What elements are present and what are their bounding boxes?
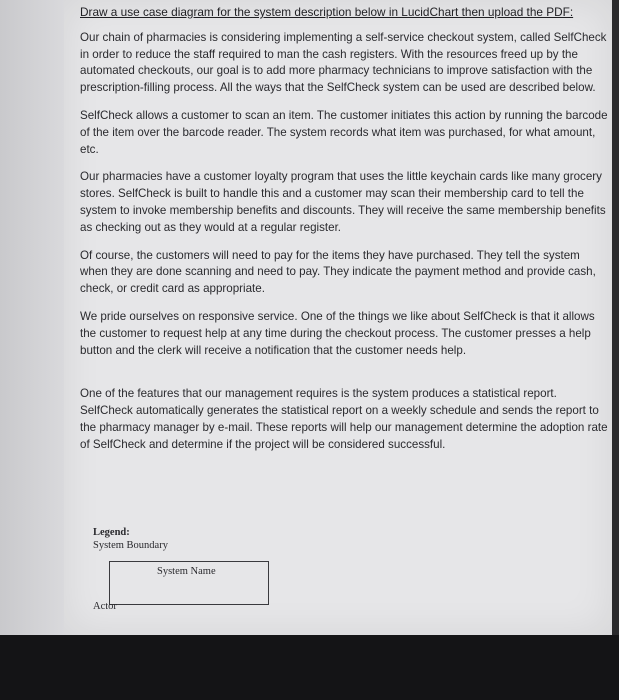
actor-label: Actor [93, 601, 117, 612]
background-bottom [0, 635, 619, 700]
system-name-label: System Name [157, 566, 216, 577]
background-left [0, 0, 64, 635]
paragraph-intro: Our chain of pharmacies is considering implementing a self-service checkout system, called SelfCheck in order to reduce the staff required to man the cash registers. With the resources freed up by the automated checkouts, our goal is to add more pharmacy technicians to improve satisfaction with the prescription-filling process. All the ways that the SelfCheck system can be used are described below. [80, 30, 607, 95]
legend [93, 526, 168, 552]
background-right-edge [612, 0, 619, 700]
paragraph-help-request: We pride ourselves on responsive service. One of the things we like about SelfCheck is that it allows the customer to request help at any time during the checkout process. The customer presses a help button and the clerk will receive a notification that the customer needs help. [80, 309, 595, 357]
legend-boundary-label: System Boundary [93, 540, 168, 551]
legend-title: Legend: [93, 527, 130, 538]
paragraph-loyalty-card: Our pharmacies have a customer loyalty program that uses the little keychain cards like many grocery stores. SelfCheck is built to handle this and a customer may scan their membership card to tell the system to invoke membership benefits and discounts. They will receive the same membership benefits as checking out as they would at a regular register. [80, 170, 606, 234]
assignment-heading: Draw a use case diagram for the system description below in LucidChart then upload the PDF: [80, 5, 574, 19]
paragraph-scan-item: SelfCheck allows a customer to scan an item. The customer initiates this action by running the barcode of the item over the barcode reader. The system records what item was purchased, for what amount, etc. [80, 108, 608, 156]
paragraph-payment: Of course, the customers will need to pay for the items they have purchased. They tell the system when they are done scanning and need to pay. They indicate the payment method and provide cash, check, or credit card as appropriate. [80, 248, 596, 296]
paragraph-statistical-report: One of the features that our management requires is the system produces a statistical report. SelfCheck automatically generates the statistical report on a weekly schedule and sends the report to the pharmacy manager by e-mail. These reports will help our management determine the adoption rate of SelfCheck and determine if the project will be considered successful. [80, 387, 608, 451]
document-body [80, 4, 608, 465]
